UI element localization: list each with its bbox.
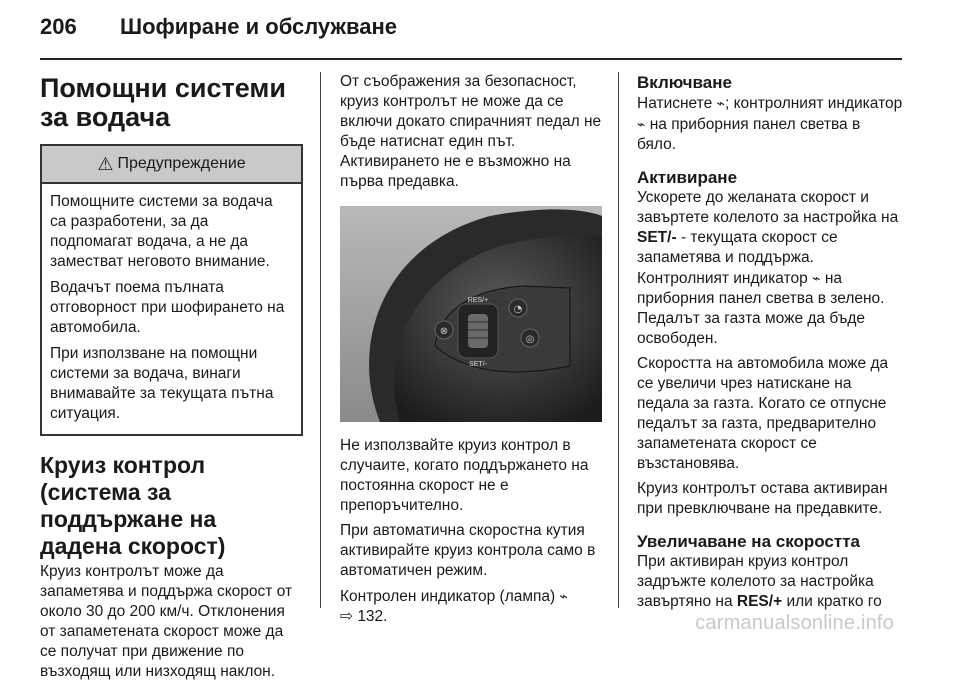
watermark: carmanualsonline.info: [695, 612, 894, 634]
svg-text:◎: ◎: [525, 334, 535, 345]
section-title-cruise-control: Круиз контрол (система за поддържане на дадена скорост): [40, 452, 226, 559]
section-title-driver-assistance: Помощни системи за водача: [40, 73, 286, 132]
warning-body: [42, 184, 301, 434]
column-2: [340, 72, 602, 632]
text-fragment: на приборния панел светва в зелено. Педалът за газта може да бъде освободен.: [637, 270, 885, 347]
warning-heading: Предупреждение: [117, 155, 246, 172]
subsection-title: Включване: [637, 73, 732, 92]
cruise-indicator-icon: ⌁: [812, 270, 821, 286]
warning-paragraph: Помощните системи за водача са разработени, за да подпомагат водача, а не да заместват неговото внимание.: [50, 193, 273, 270]
section-activation: [637, 167, 903, 519]
set-button-label: SET/-: [469, 361, 487, 368]
caution-paragraph: Не използвайте круиз контрол в случаите, когато поддържането на постоянна скорост не е препоръчително.: [340, 437, 589, 514]
text-fragment: Натиснете: [637, 95, 713, 112]
automatic-gearbox-paragraph: При автоматична скоростна кутия активирайте круиз контрола само в автоматичен режим.: [340, 522, 596, 579]
svg-text:◔: ◔: [513, 304, 523, 315]
svg-text:⊗: ⊗: [439, 326, 449, 337]
cruise-indicator-icon: ⌁: [637, 116, 646, 132]
activation-text: [637, 188, 903, 349]
subsection-title: Активиране: [637, 168, 738, 187]
warning-triangle-icon: ⚠: [97, 154, 114, 174]
warning-paragraph: Водачът поема пълната отговорност при шофирането на автомобила.: [50, 279, 285, 336]
column-3: [637, 72, 903, 617]
chapter-title: Шофиране и обслужване: [120, 14, 398, 39]
increase-speed-text: [637, 552, 903, 612]
switch-on-text: [637, 93, 903, 155]
set-key-label: SET/-: [637, 229, 677, 246]
page-header: [40, 14, 397, 44]
activation-text-3: Круиз контролът остава активиран при превключване на предавките.: [637, 480, 888, 517]
cruise-indicator-icon: ⌁: [559, 588, 568, 604]
text-fragment: При активиран круиз контрол задръжте колелото за настройка завъртяно на: [637, 553, 874, 610]
reference-page: 132.: [357, 608, 388, 625]
res-button-label: RES/+: [467, 297, 489, 304]
column-1: [40, 72, 303, 687]
warning-paragraph: При използване на помощни системи за водача, винаги внимавайте за текущата пътна ситуация.: [50, 345, 274, 422]
section-increase-speed: [637, 531, 903, 612]
column-divider: [618, 72, 619, 608]
section-switch-on: [637, 72, 903, 155]
res-key-label: RES/+: [736, 593, 783, 610]
text-fragment: на приборния панел светва в бяло.: [637, 116, 861, 153]
page-number: 206: [40, 14, 77, 39]
safety-paragraph: От съображения за безопасност, круиз контролът не може да се включи докато спирачният педал не бъде натиснат един път. Активирането не е възможно на първа предавка.: [340, 73, 602, 190]
subsection-title: Увеличаване на скоростта: [637, 532, 860, 551]
cruise-control-intro: Круиз контролът може да запаметява и поддържа скорост от около 30 до 200 км/ч. Отклонения от запаметената скорост може да се получат при движение по възходящ или низходящ наклон.: [40, 563, 293, 680]
header-rule: [40, 58, 902, 60]
cruise-indicator-icon: ⌁: [716, 95, 725, 111]
text-fragment: или кратко го: [786, 593, 882, 610]
text-fragment: - текущата скорост се запаметява и поддържа. Контролният индикатор: [637, 229, 838, 287]
warning-header: [42, 146, 301, 184]
indicator-reference: [340, 586, 602, 627]
activation-text-2: Скоростта на автомобила може да се увеличи чрез натискане на педала за газта. Когато се отпусне педалът за газта, предварително запаметената скорост се възстановява.: [637, 355, 889, 472]
reference-arrow-icon: ⇨: [340, 608, 353, 625]
text-fragment: ; контролният индикатор: [724, 95, 903, 112]
steering-wheel-image: [340, 206, 602, 422]
column-divider: [320, 72, 321, 608]
warning-box: [40, 144, 303, 436]
text-fragment: Ускорете до желаната скорост и завъртете колелото за настройка на: [637, 189, 899, 226]
indicator-text: Контролен индикатор (лампа): [340, 588, 556, 605]
